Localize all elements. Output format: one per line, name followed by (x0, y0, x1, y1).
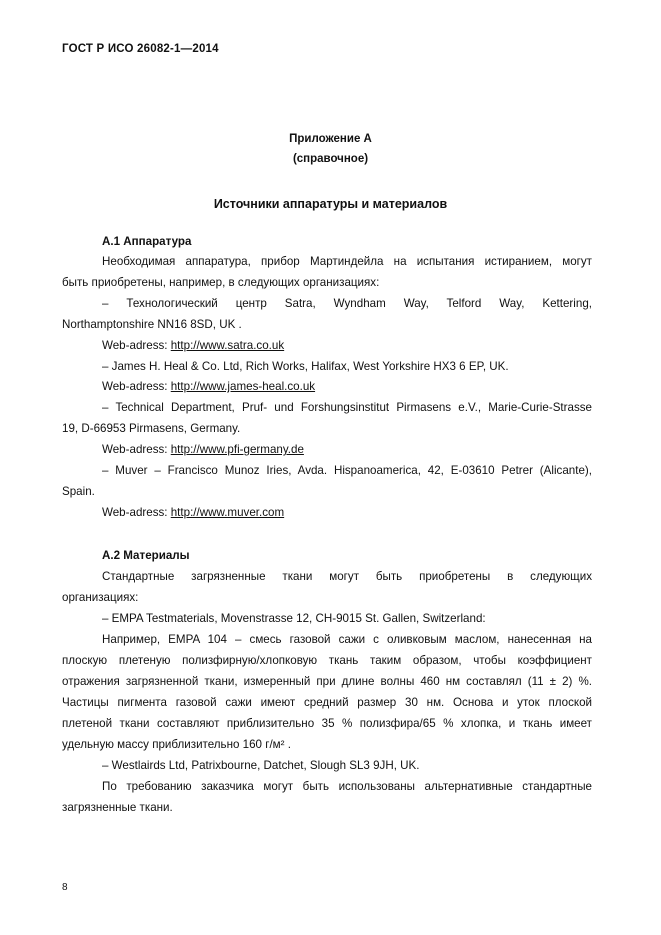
a2-intro-line1: Стандартные загрязненные ткани могут быть приобретены в следующих (102, 570, 592, 583)
a1-org3-line2: 19, D-66953 Pirmasens, Germany. (62, 422, 241, 435)
a1-org4-web (62, 503, 592, 524)
a1-org1-line1: – Технологический центр Satra, Wyndham Way, Telford Way, Kettering, (102, 297, 592, 310)
a2-intro-line2: организациях: (62, 591, 139, 604)
document-header-standard: ГОСТ Р ИСО 26082-1—2014 (62, 43, 219, 55)
a1-intro-line2: быть приобретены, например, в следующих организациях: (62, 276, 380, 289)
section-a2-title: А.2 Материалы (102, 549, 190, 562)
appendix-title: Приложение А (289, 133, 372, 145)
page-number: 8 (62, 882, 68, 893)
a2-empa-line: – EMPA Testmaterials, Movenstrasse 12, CH-9015 St. Gallen, Switzerland: (102, 612, 486, 625)
a2-example-line4: Частицы пигмента газовой сажи имеют средний размер 30 нм. Основа и уток плоской (62, 696, 592, 709)
pfi-germany-link[interactable]: http://www.pfi-germany.de (170, 443, 304, 456)
a2-example-line3: отражения загрязненной ткани, измеренный при длине волны 460 нм составлял (11 ± 2) %. (62, 675, 592, 688)
a2-westlairds-line: – Westlairds Ltd, Patrixbourne, Datchet, Slough SL3 9JH, UK. (102, 759, 420, 772)
web-prefix: Web-adress: (102, 380, 171, 393)
appendix-heading: Источники аппаратуры и материалов (213, 197, 448, 211)
web-prefix: Web-adress: (102, 506, 171, 519)
a1-org2-line1: – James H. Heal & Co. Ltd, Rich Works, Halifax, West Yorkshire HX3 6 EP, UK. (102, 360, 509, 373)
a2-alt-line2: загрязненные ткани. (62, 801, 173, 814)
appendix-subtitle: (справочное) (292, 153, 369, 165)
muver-link[interactable]: http://www.muver.com (170, 506, 285, 519)
a2-example-line1: Например, EMPA 104 – смесь газовой сажи с оливковым маслом, нанесенная на (102, 633, 592, 646)
a1-org2-web (62, 377, 592, 398)
satra-link[interactable]: http://www.satra.co.uk (170, 339, 285, 352)
web-prefix: Web-adress: (102, 339, 171, 352)
a1-org1-web (62, 336, 592, 357)
section-a1-title: А.1 Аппаратура (102, 235, 192, 248)
a2-example-line5: плетеной ткани составляют приблизительно 35 % полизфира/65 % хлопка, и ткань имеет (62, 717, 592, 730)
web-prefix: Web-adress: (102, 443, 171, 456)
james-heal-link[interactable]: http://www.james-heal.co.uk (170, 380, 316, 393)
a1-org4-line1: – Muver – Francisco Munoz Iries, Avda. Hispanoamerica, 42, E-03610 Petrer (Alicante), (102, 464, 592, 477)
a1-org4-line2: Spain. (62, 485, 95, 498)
a1-org1-line2: Northamptonshire NN16 8SD, UK . (62, 318, 242, 331)
a1-org3-line1: – Technical Department, Pruf- und Forshungsinstitut Pirmasens e.V., Marie-Curie-Strasse (102, 401, 592, 414)
a2-example-line2: плоскую плетеную полизфирную/хлопковую ткань таким образом, чтобы коэффициент (62, 654, 592, 667)
a1-org3-web (62, 440, 592, 461)
a2-alt-line1: По требованию заказчика могут быть использованы альтернативные стандартные (102, 780, 592, 793)
a2-example-line6: удельную массу приблизительно 160 г/м² . (62, 738, 291, 751)
a1-intro-line1: Необходимая аппаратура, прибор Мартиндейла на испытания истиранием, могут (102, 255, 592, 268)
